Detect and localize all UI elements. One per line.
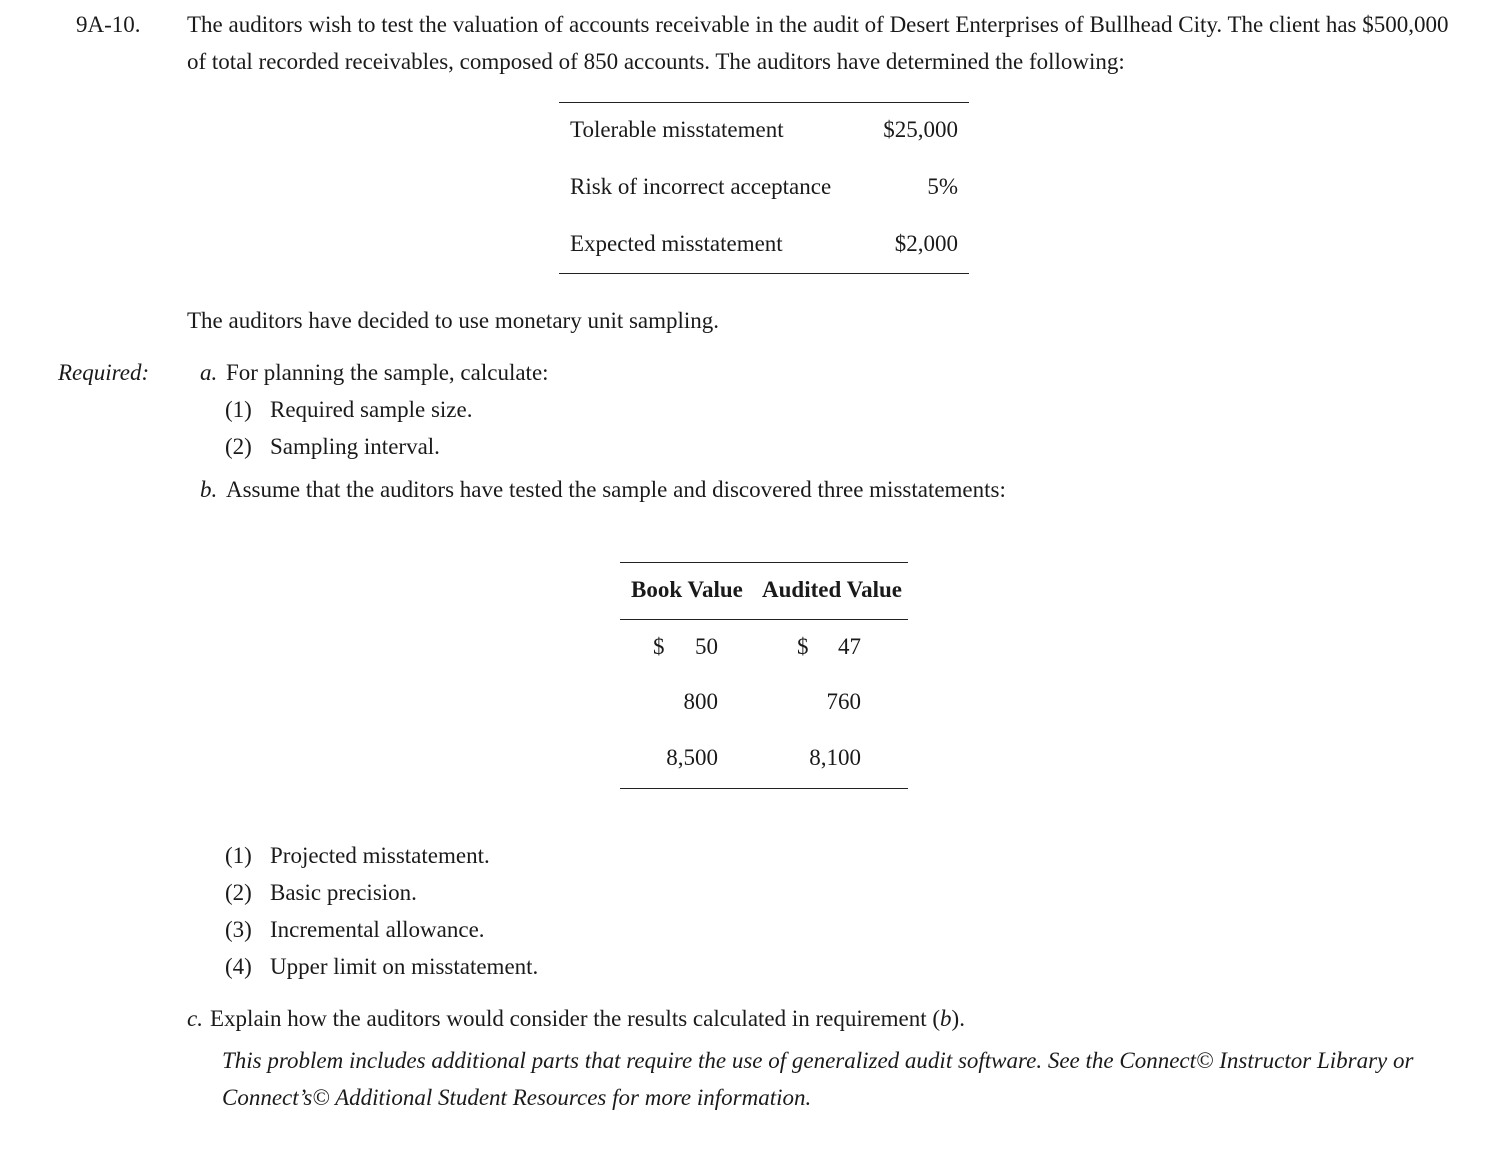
- table-bottom-rule: [620, 788, 908, 789]
- param-label: Expected misstatement: [570, 231, 783, 256]
- list-item: Upper limit on misstatement.: [270, 954, 539, 979]
- audited-value-cell: 47: [838, 634, 861, 659]
- header-rule: [620, 619, 908, 620]
- method-statement: The auditors have decided to use monetary unit sampling.: [187, 308, 720, 333]
- audited-value-cell: 760: [826, 689, 861, 714]
- table-top-rule: [559, 102, 969, 103]
- param-value: $25,000: [883, 117, 958, 142]
- list-marker: (1): [225, 397, 252, 422]
- part-b-text: Assume that the auditors have tested the sample and discovered three misstatements:: [226, 477, 1006, 502]
- list-marker: (3): [225, 917, 252, 942]
- part-c-text-body: Explain how the auditors would consider the results calculated in requirement (: [210, 1006, 941, 1031]
- problem-number: 9A-10.: [76, 12, 141, 37]
- list-marker: (4): [225, 954, 252, 979]
- book-value-cell: 800: [683, 689, 718, 714]
- table-bottom-rule: [559, 273, 969, 274]
- param-label: Tolerable misstatement: [570, 117, 784, 142]
- audited-value-cell: 8,100: [809, 745, 861, 770]
- required-label: Required:: [58, 360, 150, 385]
- part-a-text: For planning the sample, calculate:: [226, 360, 549, 385]
- list-item: Incremental allowance.: [270, 917, 485, 942]
- param-value: 5%: [927, 174, 958, 199]
- list-item: Sampling interval.: [270, 434, 440, 459]
- currency-symbol: $: [653, 634, 665, 659]
- currency-symbol: $: [797, 634, 809, 659]
- part-c-marker: c.: [187, 1006, 203, 1031]
- param-label: Risk of incorrect acceptance: [570, 174, 832, 199]
- part-c-text: [210, 1006, 965, 1032]
- book-value-cell: 50: [695, 634, 718, 659]
- table-top-rule: [620, 562, 908, 563]
- list-item: Required sample size.: [270, 397, 473, 422]
- list-marker: (2): [225, 880, 252, 905]
- part-c-text-end: ).: [951, 1006, 965, 1031]
- software-note: This problem includes additional parts that require the use of generalized audit software. See the Connect© Instructor Library or Connect’s© Additional Student Resources for more information.: [222, 1048, 1414, 1110]
- list-item: Projected misstatement.: [270, 843, 490, 868]
- list-item: Basic precision.: [270, 880, 417, 905]
- list-marker: (2): [225, 434, 252, 459]
- column-header-book-value: Book Value: [631, 577, 743, 602]
- problem-intro: The auditors wish to test the valuation of accounts receivable in the audit of Desert Enterprises of Bullhead City. The client has $500,000 of total recorded receivables, composed of 850 accounts. The auditors have determined the following:: [187, 12, 1449, 74]
- param-value: $2,000: [894, 231, 958, 256]
- part-b-marker: b.: [200, 477, 218, 502]
- book-value-cell: 8,500: [666, 745, 718, 770]
- list-marker: (1): [225, 843, 252, 868]
- column-header-audited-value: Audited Value: [762, 577, 902, 602]
- part-c-reference: b: [940, 1006, 952, 1031]
- part-a-marker: a.: [200, 360, 218, 385]
